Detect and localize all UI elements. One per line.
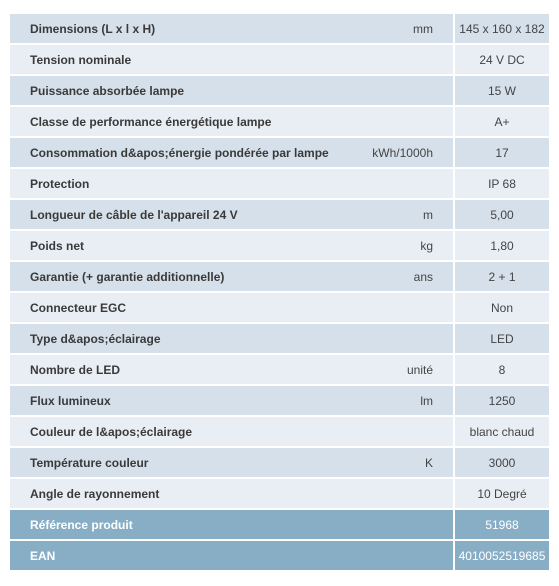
spec-value: 3000 <box>454 447 549 478</box>
spec-row-tension <box>10 44 549 75</box>
spec-value: 2 + 1 <box>454 261 549 292</box>
spec-unit <box>345 323 454 354</box>
spec-label: Dimensions (L x l x H) <box>10 14 345 44</box>
spec-label: Puissance absorbée lampe <box>10 75 345 106</box>
spec-unit <box>345 168 454 199</box>
spec-unit <box>345 292 454 323</box>
spec-unit: m <box>345 199 454 230</box>
spec-row-reference <box>10 509 549 540</box>
spec-row-dimensions <box>10 14 549 44</box>
spec-row-protection <box>10 168 549 199</box>
spec-value: 1250 <box>454 385 549 416</box>
reference-value: 51968 <box>454 509 549 540</box>
spec-label: Température couleur <box>10 447 345 478</box>
spec-unit: unité <box>345 354 454 385</box>
ean-value: 4010052519685 <box>454 540 549 571</box>
spec-label: Garantie (+ garantie additionnelle) <box>10 261 345 292</box>
spec-unit <box>345 44 454 75</box>
spec-unit <box>345 540 454 571</box>
spec-unit <box>345 509 454 540</box>
spec-row-classe-energie <box>10 106 549 137</box>
spec-row-type-eclairage <box>10 323 549 354</box>
spec-unit: K <box>345 447 454 478</box>
spec-unit: kWh/1000h <box>345 137 454 168</box>
spec-label: Longueur de câble de l'appareil 24 V <box>10 199 345 230</box>
spec-row-consommation <box>10 137 549 168</box>
spec-unit <box>345 416 454 447</box>
spec-value: A+ <box>454 106 549 137</box>
spec-value: 5,00 <box>454 199 549 230</box>
spec-unit <box>345 478 454 509</box>
spec-value: 8 <box>454 354 549 385</box>
spec-unit <box>345 106 454 137</box>
spec-label: Type d&apos;éclairage <box>10 323 345 354</box>
spec-value: Non <box>454 292 549 323</box>
ean-label: EAN <box>10 540 345 571</box>
spec-label: Consommation d&apos;énergie pondérée par lampe <box>10 137 345 168</box>
spec-row-ean <box>10 540 549 571</box>
spec-label: Couleur de l&apos;éclairage <box>10 416 345 447</box>
spec-row-garantie <box>10 261 549 292</box>
spec-value: IP 68 <box>454 168 549 199</box>
product-spec-table <box>10 14 549 572</box>
spec-unit: mm <box>345 14 454 44</box>
spec-value: 24 V DC <box>454 44 549 75</box>
spec-value: 1,80 <box>454 230 549 261</box>
spec-value: 10 Degré <box>454 478 549 509</box>
spec-row-connecteur <box>10 292 549 323</box>
spec-row-angle <box>10 478 549 509</box>
spec-unit <box>345 75 454 106</box>
spec-label: Nombre de LED <box>10 354 345 385</box>
spec-label: Poids net <box>10 230 345 261</box>
spec-value: 15 W <box>454 75 549 106</box>
spec-value: blanc chaud <box>454 416 549 447</box>
spec-unit: ans <box>345 261 454 292</box>
spec-row-longueur-cable <box>10 199 549 230</box>
spec-value: 145 x 160 x 182 <box>454 14 549 44</box>
spec-row-temperature <box>10 447 549 478</box>
spec-label: Connecteur EGC <box>10 292 345 323</box>
spec-label: Flux lumineux <box>10 385 345 416</box>
spec-row-flux <box>10 385 549 416</box>
spec-label: Angle de rayonnement <box>10 478 345 509</box>
spec-value: LED <box>454 323 549 354</box>
spec-label: Protection <box>10 168 345 199</box>
spec-label: Tension nominale <box>10 44 345 75</box>
spec-label: Classe de performance énergétique lampe <box>10 106 345 137</box>
spec-row-nombre-led <box>10 354 549 385</box>
spec-unit: lm <box>345 385 454 416</box>
reference-label: Référence produit <box>10 509 345 540</box>
spec-value: 17 <box>454 137 549 168</box>
spec-row-puissance <box>10 75 549 106</box>
spec-row-poids <box>10 230 549 261</box>
spec-row-couleur <box>10 416 549 447</box>
spec-unit: kg <box>345 230 454 261</box>
